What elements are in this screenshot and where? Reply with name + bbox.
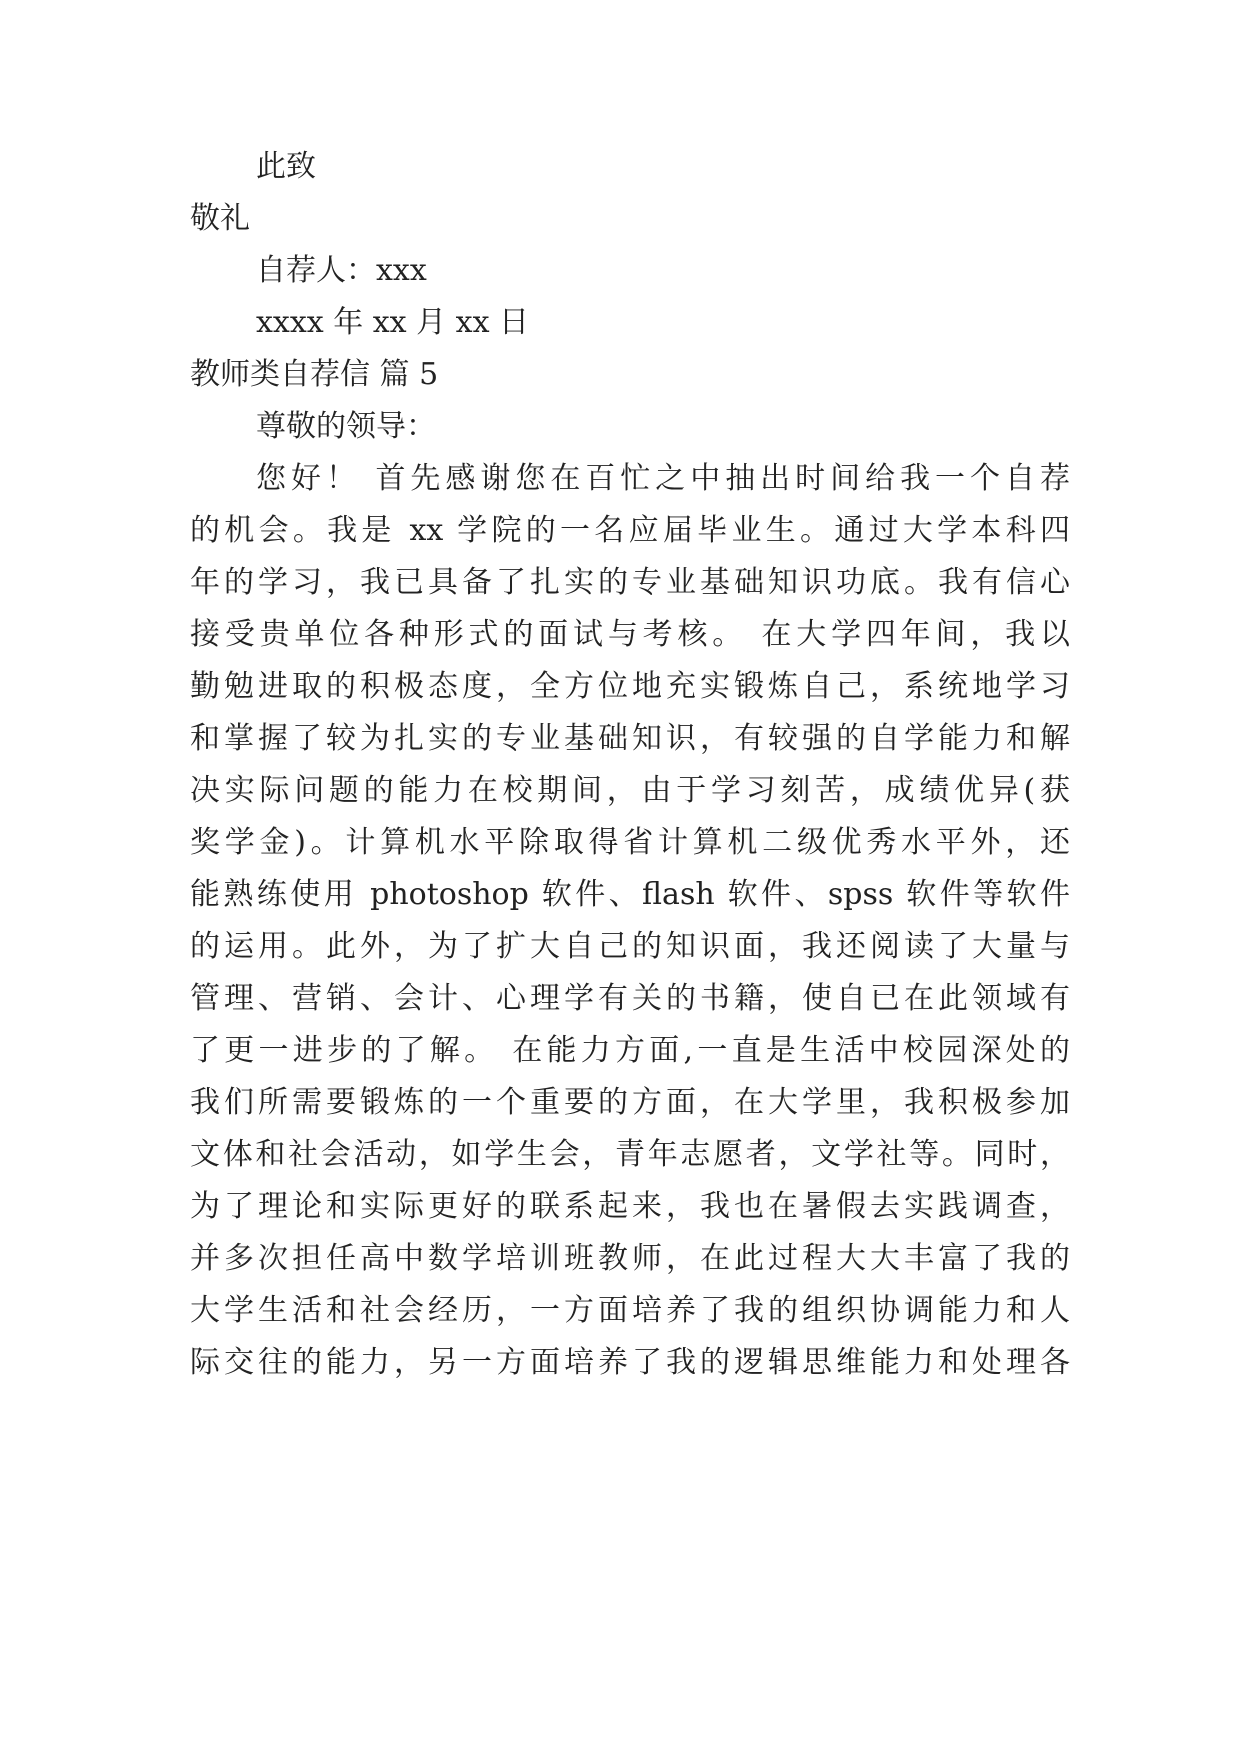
body-line: 勤勉进取的积极态度，全方位地充实锻炼自己，系统地学习 <box>190 669 1070 704</box>
body-line: 能熟练使用 photoshop 软件、flash 软件、spss 软件等软件 <box>190 877 1070 912</box>
body-line: 我们所需要锻炼的一个重要的方面，在大学里，我积极参加 <box>190 1085 1070 1120</box>
signer-line: 自荐人：xxx <box>256 253 427 288</box>
body-line: 的运用。此外，为了扩大自己的知识面，我还阅读了大量与 <box>190 929 1070 964</box>
body-line: 并多次担任高中数学培训班教师，在此过程大大丰富了我的 <box>190 1241 1070 1276</box>
body-line: 年的学习，我已具备了扎实的专业基础知识功底。我有信心 <box>190 565 1070 600</box>
body-line: 了更一进步的了解。 在能力方面,一直是生活中校园深处的 <box>190 1033 1070 1068</box>
body-line: 接受贵单位各种形式的面试与考核。 在大学四年间，我以 <box>190 617 1070 652</box>
date-line: xxxx 年 xx 月 xx 日 <box>256 305 530 340</box>
body-line: 文体和社会活动，如学生会，青年志愿者，文学社等。同时， <box>190 1137 1070 1172</box>
body-line: 大学生活和社会经历，一方面培养了我的组织协调能力和人 <box>190 1293 1070 1328</box>
section-title: 教师类自荐信 篇 5 <box>190 357 439 392</box>
letter-greeting: 尊敬的领导： <box>256 409 436 444</box>
closing-salute: 此致 <box>256 149 316 184</box>
body-line: 管理、营销、会计、心理学有关的书籍，使自已在此领域有 <box>190 981 1070 1016</box>
body-line: 和掌握了较为扎实的专业基础知识，有较强的自学能力和解 <box>190 721 1070 756</box>
body-line: 奖学金)。计算机水平除取得省计算机二级优秀水平外，还 <box>190 825 1070 860</box>
body-line: 为了理论和实际更好的联系起来，我也在暑假去实践调查， <box>190 1189 1070 1224</box>
body-line: 决实际问题的能力在校期间，由于学习刻苦，成绩优异(获 <box>190 773 1070 808</box>
closing-regards: 敬礼 <box>190 201 250 236</box>
body-line: 际交往的能力，另一方面培养了我的逻辑思维能力和处理各 <box>190 1345 1070 1380</box>
body-line: 您好！ 首先感谢您在百忙之中抽出时间给我一个自荐 <box>256 461 1070 496</box>
body-line: 的机会。我是 xx 学院的一名应届毕业生。通过大学本科四 <box>190 513 1070 548</box>
